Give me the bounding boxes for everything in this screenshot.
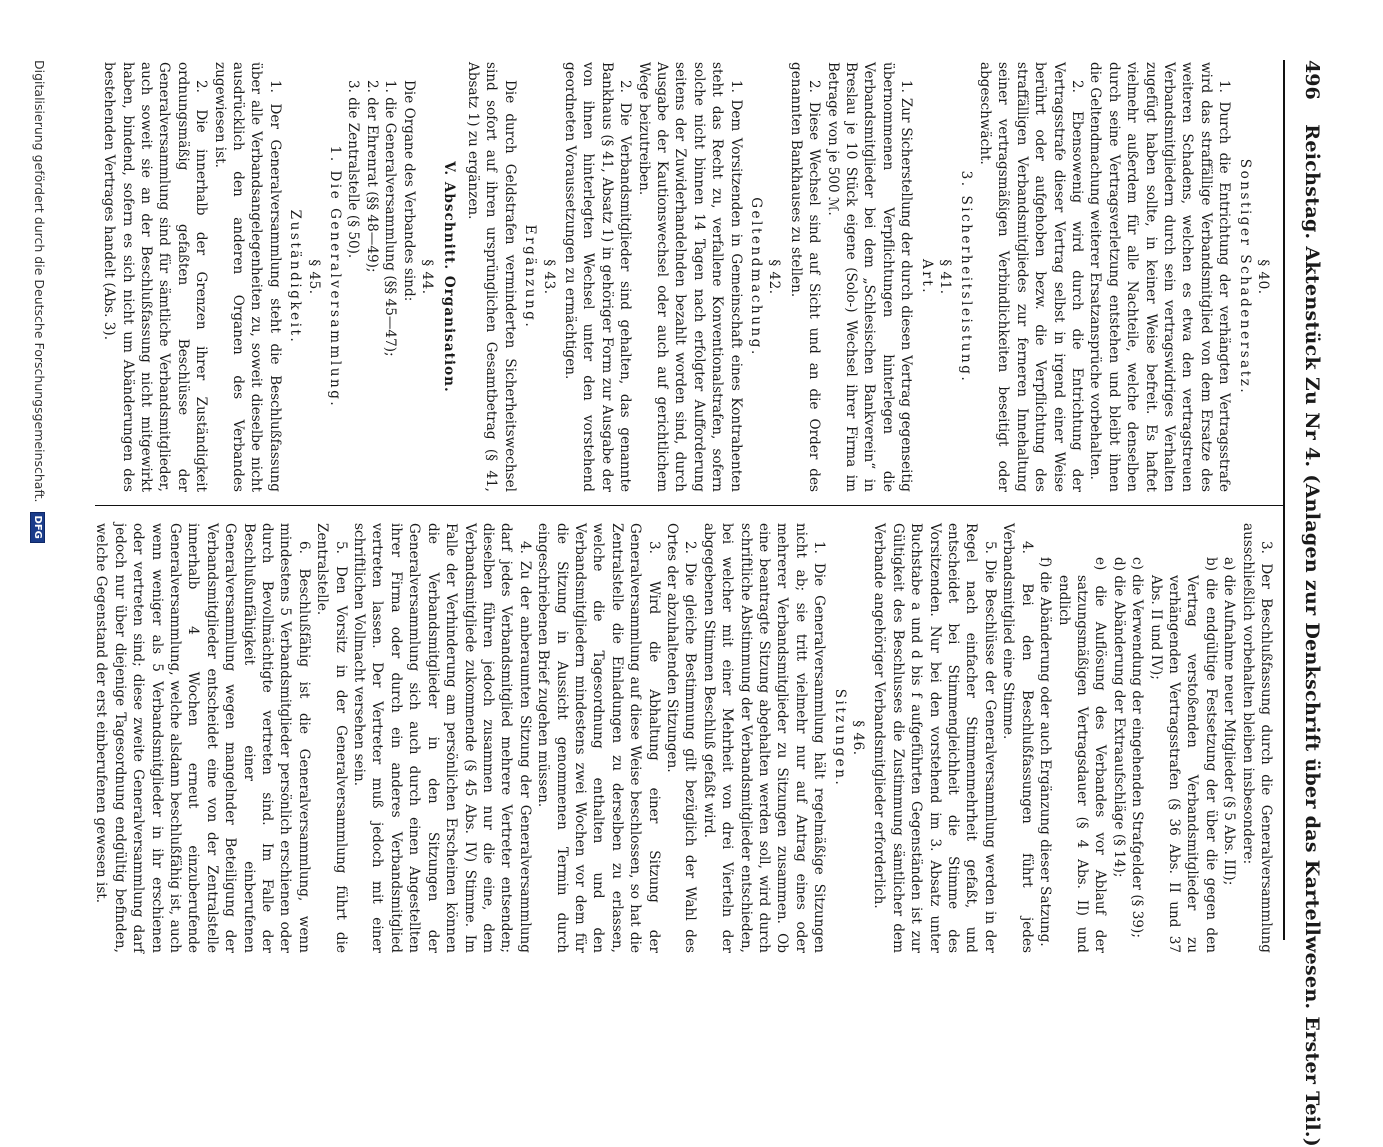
section-heading: Ergänzung.	[522, 224, 539, 330]
section-heading: Geltendmachung.	[748, 197, 765, 357]
sub-item: d) die Abänderung der Extraaufschläge (§ 14);	[1110, 557, 1127, 878]
section-number: § 46.	[850, 720, 867, 756]
sub-item: c) die Verwendung der eingehenden Strafgelder (§ 39);	[1129, 557, 1146, 938]
page-number: 496	[1301, 60, 1323, 100]
section-number: § 40.	[1255, 259, 1271, 295]
left-column	[100, 62, 1275, 492]
section-number: § 42.	[766, 259, 783, 295]
paragraph: 1. Dem Vorsitzenden in Gemeinschaft eines Kontrahenten steht das Recht zu, verfallene Konventionalstrafen, sofern solche nicht binnen 14 Tagen nach erfolgter Aufforderung seitens der Zuwiderhandelnden bezahlt worden sind, durch Ausgabe der Kautionswechsel oder auch auf gerichtlichem Wege beizutreiben.	[635, 62, 744, 492]
paragraph: Die Organe des Verbandes sind:	[400, 80, 417, 302]
sub-item: e) die Auflösung des Verbandes vor Ablauf der satzungsmäßigen Vertragsdauer (§ 4 Abs. II) und endlich	[1055, 557, 1109, 953]
paragraph: 1. Durch die Entrichtung der verhängten Vertragsstrafe wird das straffällige Verbandsmitglied von dem Ersatze des weiteren Schadens, welchen es etwa den vertragstreuen Verbandsmitgliedern durch sein vertragswidriges Verhalten zugefügt haben sollte, in keiner Weise befreit. Es haftet vielmehr außerdem für alle Nachteile, welche denselben durch seine Vertragsverletzung entstehen und bleibt ihnen die Geltendmachung weiterer Ersatzansprüche vorbehalten.	[1087, 62, 1233, 492]
section-heading: Zuständigkeit.	[287, 209, 304, 345]
section-heading: Art.	[918, 258, 935, 296]
paragraph: 2. Ebensowenig wird durch die Entrichtung der Vertragsstrafe dieser Vertrag selbst in irgend einer Weise berührt oder aufgehoben bezw. die Verpflichtung des straffälligen Verbandsmitgliedes zur ferneren Innehaltung seiner vertragsmäßigen Verbindlichkeiten beseitigt oder abgeschwächt.	[976, 62, 1085, 492]
section-number: § 41.	[937, 259, 954, 295]
list-item: 2. der Ehrenrat (§§ 48—49);	[363, 80, 380, 273]
header-rule	[1283, 60, 1285, 940]
section-number: § 43.	[540, 259, 557, 295]
paragraph: 5. Die Beschlüsse der Generalversammlung werden in der Regel nach einfacher Stimmenmehrheit gefaßt, und entscheidet bei Stimmengleichheit die Stimme des Vorsitzenden. Nur bei den vorstehend im 3. Absatz unter Buchstabe a und d bis f aufgeführten Gegenständen ist zur Gültigkeit des Beschlusses die Zustimmung sämtlicher dem Verbande angehöriger Verbandsmitglieder erforderlich.	[871, 523, 998, 953]
paragraph: 1. Die Generalversammlung hält regelmäßige Sitzungen nicht ab; sie tritt vielmehr nur auf Antrag eines oder mehrerer Verbandsmitglieder zu Sitzungen zusammen. Ob eine beantragte Sitzung abgehalten werden soll, wird durch schriftliche Abstimmung der Verbandsmitglieder entschieden, bei welcher mit einer Mehrheit von drei Vierteln der abgegebenen Stimmen Beschluß gefaßt wird.	[700, 523, 828, 953]
paragraph: 4. Bei den Beschlußfassungen führt jedes Verbandsmitglied eine Stimme.	[1000, 523, 1035, 953]
paragraph: 1. Der Generalversammlung steht die Beschlußfassung über alle Verbandsangelegenheiten zu, soweit dieselbe nicht ausdrücklich den anderen Organen des Verbandes zugewiesen ist.	[211, 62, 283, 492]
paragraph: 2. Diese Wechsel sind auf Sicht und an die Order des genannten Bankhauses zu stellen.	[787, 62, 823, 492]
paragraph: 6. Beschlußfähig ist die Generalversammlung, wenn mindestens 5 Verbandsmitglieder persönlich erschienen oder durch Bevollmächtigte vertreten sind. Im Falle der Beschlußunfähigkeit einer einberufenen Generalversammlung wegen mangelnder Beteiligung der Verbandsmitglieder entscheidet eine von der Zentralstelle innerhalb 4 Wochen erneut einzuberufende Generalversammlung, welche alsdann beschlußfähig ist, auch wenn weniger als 5 Verbandsmitglieder in ihr erschienen oder vertreten sind; diese zweite Generalversammlung darf jedoch nur über diejenige Tagesordnung endgültig befinden, welche Gegenstand der erst einberufenen gewesen ist.	[93, 523, 312, 953]
column-divider	[95, 505, 1285, 506]
sub-item: a) die Aufnahme neuer Mitglieder (§ 5 Abs. III);	[1221, 557, 1238, 886]
right-column	[92, 523, 1275, 953]
paragraph: 3. Der Beschlußfassung durch die Generalversammlung ausschließlich vorbehalten bleiben insbesondere:	[1239, 523, 1274, 953]
page-header	[1283, 60, 1323, 1147]
paragraph: 2. Die gleiche Bestimmung gilt bezüglich der Wahl des Ortes der abzuhaltenden Sitzungen.	[664, 523, 699, 953]
dfg-logo: DFG	[30, 512, 45, 543]
section-number: § 44.	[419, 259, 436, 295]
paragraph: 2. Die Verbandsmitglieder sind gehalten, das genannte Bankhaus (§ 41, Absatz 1) in gehöriger Form zur Ausgabe der von ihnen hinterlegten Wechsel unter den vorstehend geordneten Voraussetzungen zu ermächtigen.	[561, 62, 634, 492]
paragraph: 2. Die innerhalb der Grenzen ihrer Zuständigkeit ordnungsmäßig gefaßten Beschlüsse der Generalversammlung sind für sämtliche Verbandsmitglieder, auch soweit sie an der Beschlußfassung nicht mitgewirkt haben, bindend, sofern es sich nicht um Abänderungen des bestehenden Vertrages handelt (Abs. 3).	[101, 62, 210, 492]
paragraph: 5. Den Vorsitz in der Generalversammlung führt die Zentralstelle.	[314, 523, 349, 953]
section-number: § 45.	[305, 259, 322, 295]
list-item: 3. die Zentralstelle (§ 50).	[345, 80, 362, 259]
section-heading: 1. Die Generalversammlung.	[327, 145, 344, 409]
running-title: Reichstag. Aktenstück Zu Nr 4. (Anlagen zur Denkschrift über das Kartellwesen. Erster Teil.)	[1301, 124, 1323, 1147]
sub-item: f) die Abänderung oder auch Ergänzung dieser Satzung.	[1037, 557, 1054, 947]
section-heading: Sonstiger Schadenersatz.	[1236, 158, 1253, 396]
paragraph: 4. Zu der anberaumten Sitzung der Generalversammlung darf jedes Verbandsmitglied mehrere Vertreter entsenden; dieselben führen jedoch zusammen nur die eine, dem Verbandsmitgliede zukommende (§ 45 Abs. IV) Stimme. Im Falle der Verhinderung am persönlichen Erscheinen können die Verbandsmitglieder in den Sitzungen der Generalversammlung sich auch durch einen Angestellten ihrer Firma oder durch ein anderes Verbandsmitglied vertreten lassen. Der Vertreter muß jedoch mit einer schriftlichen Vollmacht versehen sein.	[351, 523, 533, 953]
paragraph: 1. Zur Sicherstellung der durch diesen Vertrag gegenseitig übernommenen Verpflichtungen hinterlegen die Verbandsmitglieder bei dem „Schlesischen Bankverein“ in Breslau je 10 Stück eigene (Solo-) Wechsel ihrer Firma im Betrage von je 500 ℳ.	[824, 62, 915, 492]
section-heading: Sitzungen.	[831, 688, 848, 788]
paragraph: Die durch Geldstrafen verminderten Sicherheitswechsel sind sofort auf ihren ursprünglichen Gesamtbetrag (§ 41, Absatz 1) zu ergänzen.	[464, 62, 518, 492]
paragraph: 3. Wird die Abhaltung einer Sitzung der Generalversammlung auf diese Weise beschlossen, so hat die Zentralstelle die Einladungen zu derselben zu erlassen, welche die Tagesordnung enthalten und den Verbandsmitgliedern mindestens zwei Wochen vor dem für die Sitzung in Aussicht genommenen Termin durch eingeschriebenen Brief zugehen müssen.	[535, 523, 662, 953]
part-heading: V. Abschnitt. Organisation.	[440, 161, 457, 393]
footer-credit	[30, 60, 47, 543]
sub-item: b) die endgültige Festsetzung der über die gegen den Vertrag verstoßenden Verbandsmitglieder zu verhängenden Vertragsstrafen (§ 36 Abs. II und 37 Abs. II und IV);	[1147, 557, 1219, 953]
footer-credit-text: Digitalisierung gefördert durch die Deutsche Forschungsgemeinschaft.	[32, 60, 47, 503]
section-heading: 3. Sicherheitsleistung.	[958, 170, 975, 384]
list-item: 1. die Generalversammlung (§§ 45—47);	[382, 80, 399, 357]
